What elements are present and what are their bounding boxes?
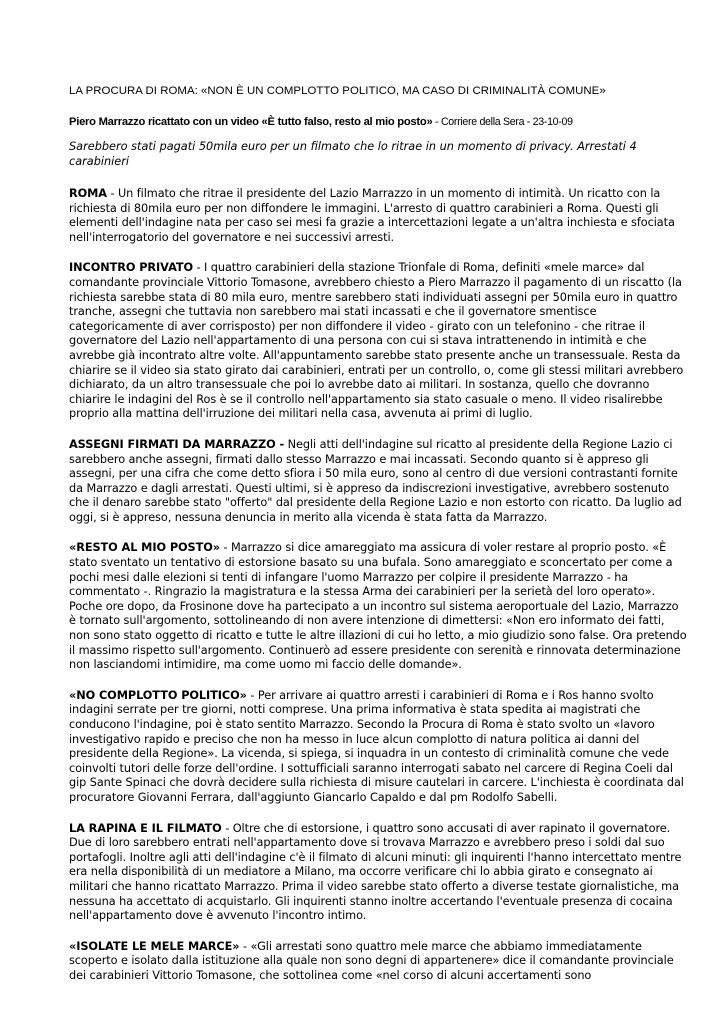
paragraph-lead: ASSEGNI FIRMATI DA MARRAZZO - <box>69 437 285 451</box>
paragraph-rapina-e-filmato <box>69 822 687 924</box>
paragraph-roma <box>69 187 687 245</box>
headline-row <box>69 115 687 130</box>
paragraph-assegni-firmati <box>69 438 687 526</box>
paragraph-incontro-privato <box>69 261 687 422</box>
paragraph-text: - Per arrivare ai quattro arresti i carabinieri di Roma e i Ros hanno svolto indagini serrate per tre giorni, notti comprese. Una prima informativa è stata spedita ai magistrati che conducono l'indagine, poi è stato sentito Marrazzo. Secondo la Procura di Roma è stato svolto un «lavoro investigativo rapido e preciso che non ha messo in luce alcun complotto di natura politica ai danni del presidente della Regione». La vicenda, si spiega, si inquadra in un contesto di criminalità comune che vede coinvolti tutori delle forze dell'ordine. I sottufficiali saranno interrogati sabato nel carcere di Regina Coeli dal gip Sante Spinaci che dovrà decidere sulla richiesta di misure cautelari in carcere. L'inchiesta è coordinata dal procuratore Giovanni Ferrara, dall'aggiunto Giancarlo Capaldo e dal pm Rodolfo Sabelli. <box>69 688 684 804</box>
paragraph-lead: «ISOLATE LE MELE MARCE» <box>69 939 240 953</box>
paragraph-lead: LA RAPINA E IL FILMATO <box>69 821 222 835</box>
paragraph-lead: «RESTO AL MIO POSTO» <box>69 541 220 555</box>
paragraph-lead: «NO COMPLOTTO POLITICO» <box>69 688 247 702</box>
paragraph-text: Negli atti dell'indagine sul ricatto al presidente della Regione Lazio ci sarebbero anche assegni, firmati dallo stesso Marrazzo e mai incassati. Secondo quanto si è appreso gli assegni, per una cifra che come detto sfiora i 50 mila euro, sono al centro di due versioni contrastanti fornite da Marrazzo e dagli arrestati. Questi ultimi, si è appreso da indiscrezioni investigative, avrebbero sostenuto che il denaro sarebbe stato "offerto" dal presidente della Regione Lazio e non estorto con ricatto. Da luglio ad oggi, si è appreso, nessuna denuncia in merito alla vicenda è stata fatta da Marrazzo. <box>69 437 682 524</box>
paragraph-isolate-mele-marce <box>69 940 687 984</box>
article-headline: Piero Marrazzo ricattato con un video «È tutto falso, resto al mio posto» <box>69 116 433 128</box>
article <box>69 84 687 984</box>
paragraph-lead: ROMA <box>69 187 107 200</box>
paragraph-text: - «Gli arrestati sono quattro mele marce che abbiamo immediatamente scoperto e isolato dalla istituzione alla quale non sono degni di appartenere» dice il comandante provinciale dei carabinieri Vittorio Tomasone, che sottolinea come «nel corso di alcuni accertamenti sono <box>69 939 674 982</box>
paragraph-text: - Oltre che di estorsione, i quattro sono accusati di aver rapinato il governatore. Due di loro sarebbero entrati nell'appartamento dove si trovava Marrazzo e avrebbero preso i soldi dal suo portafogli. Inoltre agli atti dell'indagine c'è il filmato di alcuni minuti: gli inquirenti l'hanno intercettato mentre era nella disponibilità di un mediatore a Milano, ma occorre verificare chi lo abbia girato e consegnato ai militari che hanno ricattato Marrazzo. Prima il video sarebbe stato offerto a diverse testate giornalistiche, ma nessuna ha accettato di acquistarlo. Gli inquirenti stanno inoltre accertando l'eventuale presenza di cocaina nell'appartamento dove è avvenuto l'incontro intimo. <box>69 821 682 923</box>
paragraph-lead: INCONTRO PRIVATO <box>69 261 194 275</box>
article-supertitle: LA PROCURA DI ROMA: «NON È UN COMPLOTTO POLITICO, MA CASO DI CRIMINALITÀ COMUNE» <box>69 85 606 97</box>
paragraph-text: - I quattro carabinieri della stazione Trionfale di Roma, definiti «mele marce» dal comandante provinciale Vittorio Tomasone, avrebbero chiesto a Piero Marrazzo il pagamento di un riscatto (la richiesta sarebbe stata di 80 mila euro, mentre sarebbero stati individuati assegni per 50mila euro in quattro tranche, assegni che tuttavia non sarebbero mai stati incassati e che il governatore smentisce categoricamente di aver corrisposto) per non diffondere il video - girato con un telefonino - che ritrae il governatore del Lazio nell'appartamento di una persona con cui si stava intrattenendo in intimità e che avrebbe già incontrato altre volte. All'appuntamento sarebbe stato presente anche un transessuale. Resta da chiarire se il video sia stato girato dai carabinieri, entrati per un controllo, o, come gli stessi militari avrebbero dichiarato, da un altro transessuale che poi lo avrebbe dato ai militari. In sostanza, quello che dovranno chiarire le indagini del Ros è se il controllo nell'appartamento sia stato casuale o meno. Il video risalirebbe proprio alla mattina dell'irruzione dei militari nella casa, avvenuta ai primi di luglio. <box>69 261 684 421</box>
paragraph-text: - Marrazzo si dice amareggiato ma assicura di voler restare al proprio posto. «È stato sventato un tentativo di estorsione basato su una bufala. Sono amareggiato e sconcertato per come a pochi mesi dalle elezioni si tenti di infangare l'uomo Marrazzo per colpire il presidente Marrazzo - ha commentato -. Ringrazio la magistratura e la stessa Arma dei carabinieri per la serietà del loro operato». Poche ore dopo, da Frosinone dove ha partecipato a un incontro sul sistema aeroportuale del Lazio, Marrazzo è tornato sull'argomento, sottolineando di non avere intenzione di dimettersi: «Non ero informato dei fatti, non sono stato oggetto di ricatto e tutte le altre illazioni di cui ho letto, a mio giudizio sono false. Ora pretendo il massimo rispetto sull'argomento. Continuerò ad essere presidente con serenità e rinnovata determinazione non lasciandomi intimidire, ma come uomo mi faccio delle domande». <box>69 541 687 672</box>
paragraph-no-complotto-politico <box>69 689 687 806</box>
paragraph-resto-al-mio-posto <box>69 541 687 672</box>
article-source: - Corriere della Sera - 23-10-09 <box>432 116 573 128</box>
article-subtitle: Sarebbero stati pagati 50mila euro per un filmato che lo ritrae in un momento di privacy. Arrestati 4 carabinieri <box>69 140 637 168</box>
paragraph-text: - Un filmato che ritrae il presidente del Lazio Marrazzo in un momento di intimità. Un ricatto con la richiesta di 80mila euro per non diffondere le immagini. L'arresto di quattro carabinieri a Roma. Questi gli elementi dell'indagine nata per caso sei mesi fa grazie a intercettazioni legate a un'altra inchiesta e sfociata nell'interrogatorio del governatore e nei successivi arresti. <box>69 187 675 244</box>
